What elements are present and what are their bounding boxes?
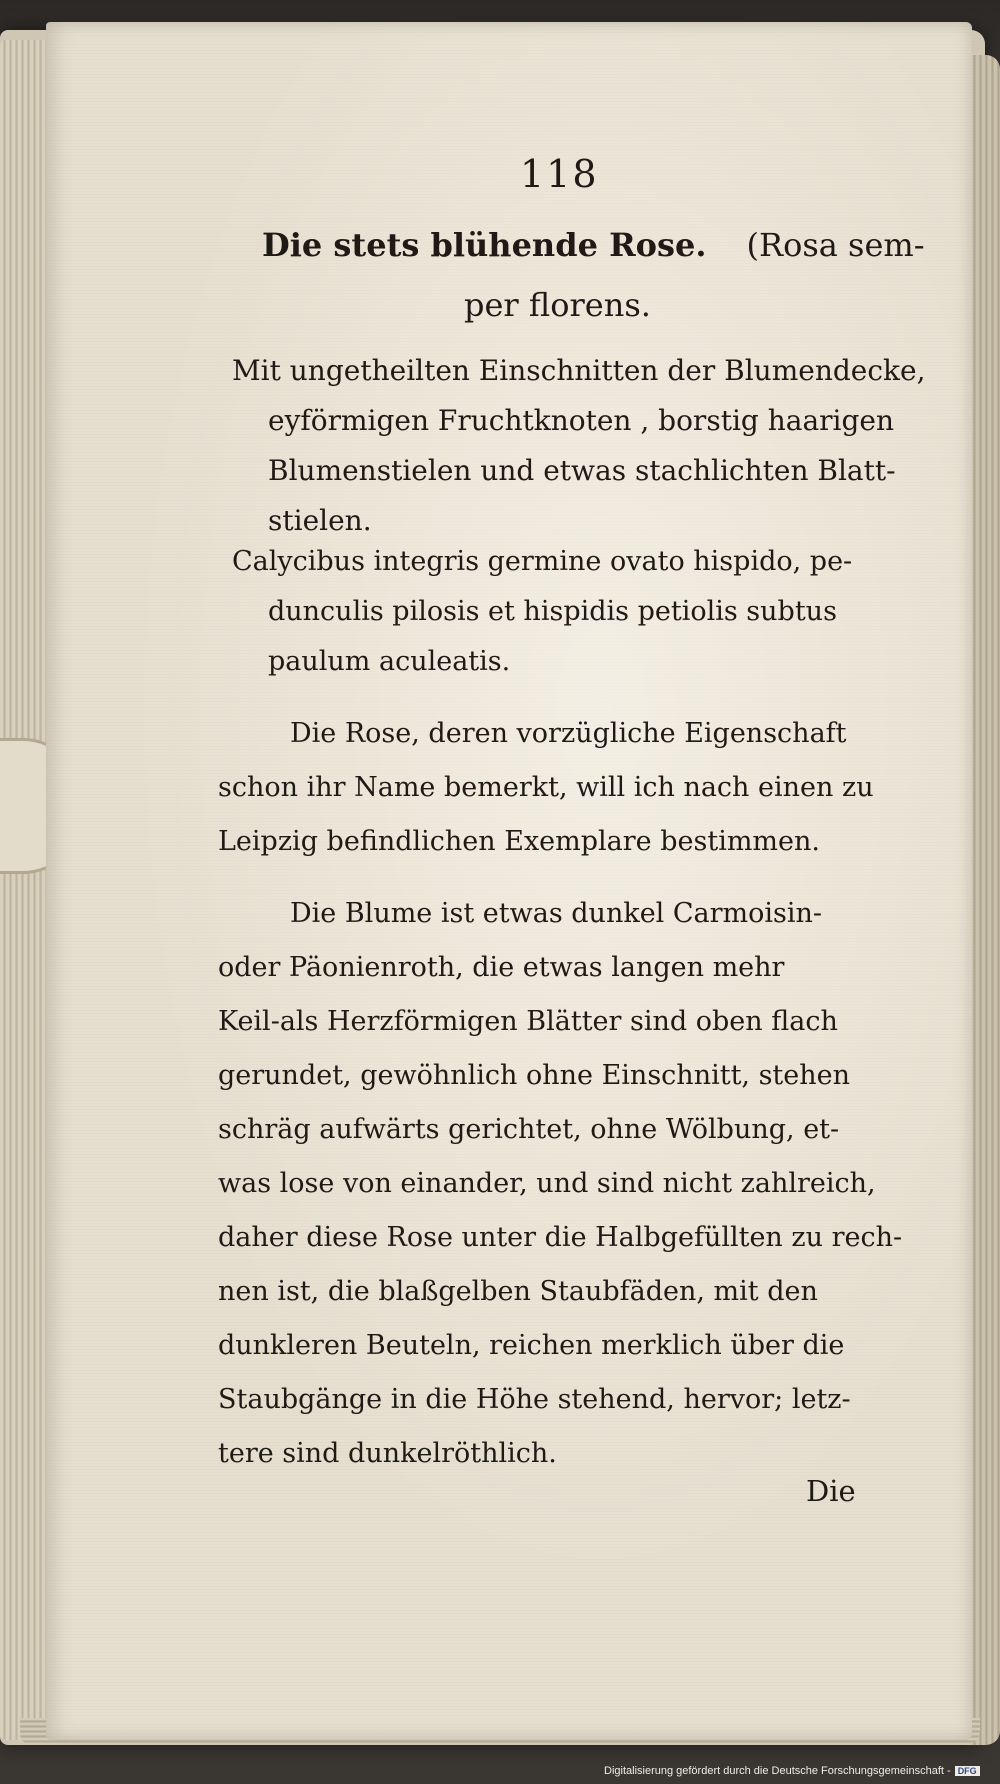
paragraph2-line: tere sind dunkelröthlich. — [218, 1438, 557, 1469]
paragraph1-line: Die Rose, deren vorzügliche Eigenschaft — [290, 718, 847, 749]
page-edges-left — [0, 40, 52, 1740]
german-description-line: stielen. — [268, 504, 372, 537]
paragraph1-line: schon ihr Name bemerkt, will ich nach einen zu — [218, 772, 874, 803]
german-description-line: eyförmigen Fruchtknoten , borstig haarigen — [268, 404, 895, 437]
latin-description-line: paulum aculeatis. — [268, 646, 511, 677]
paragraph2-line: oder Päonienroth, die etwas langen mehr — [218, 952, 785, 983]
credit-text: Digitalisierung gefördert durch die Deutsche Forschungsgemeinschaft - — [604, 1765, 951, 1777]
title-german: Die stets blühende Rose. — [262, 226, 707, 264]
paragraph2-line: schräg aufwärts gerichtet, ohne Wölbung, et- — [218, 1114, 840, 1145]
title-continuation: per florens. — [464, 286, 651, 324]
catchword: Die — [806, 1474, 856, 1508]
paragraph2-line: nen ist, die blaßgelben Staubfäden, mit den — [218, 1276, 818, 1307]
digitization-credit — [604, 1765, 980, 1777]
paragraph2-line: Die Blume ist etwas dunkel Carmoisin- — [290, 898, 823, 929]
german-description-line: Mit ungetheilten Einschnitten der Blumendecke, — [232, 354, 926, 387]
paragraph2-line: Keil-als Herzförmigen Blätter sind oben flach — [218, 1006, 838, 1037]
title-latin: (Rosa sem- — [746, 226, 925, 264]
paragraph2-line: gerundet, gewöhnlich ohne Einschnitt, stehen — [218, 1060, 851, 1091]
dfg-logo: DFG — [955, 1766, 980, 1776]
page-number: 118 — [520, 152, 599, 196]
latin-description-line: Calycibus integris germine ovato hispido, pe- — [232, 546, 853, 577]
page-title — [262, 226, 925, 264]
paragraph2-line: dunkleren Beuteln, reichen merklich über die — [218, 1330, 845, 1361]
paragraph1-line: Leipzig befindlichen Exemplare bestimmen. — [218, 826, 820, 857]
page-edges-right — [970, 55, 1000, 1745]
latin-description-line: dunculis pilosis et hispidis petiolis subtus — [268, 596, 837, 627]
paragraph2-line: daher diese Rose unter die Halbgefüllten zu rech- — [218, 1222, 903, 1253]
paragraph2-line: was lose von einander, und sind nicht zahlreich, — [218, 1168, 876, 1199]
paragraph2-line: Staubgänge in die Höhe stehend, hervor; letz- — [218, 1384, 851, 1415]
german-description-line: Blumenstielen und etwas stachlichten Blatt- — [268, 454, 896, 487]
